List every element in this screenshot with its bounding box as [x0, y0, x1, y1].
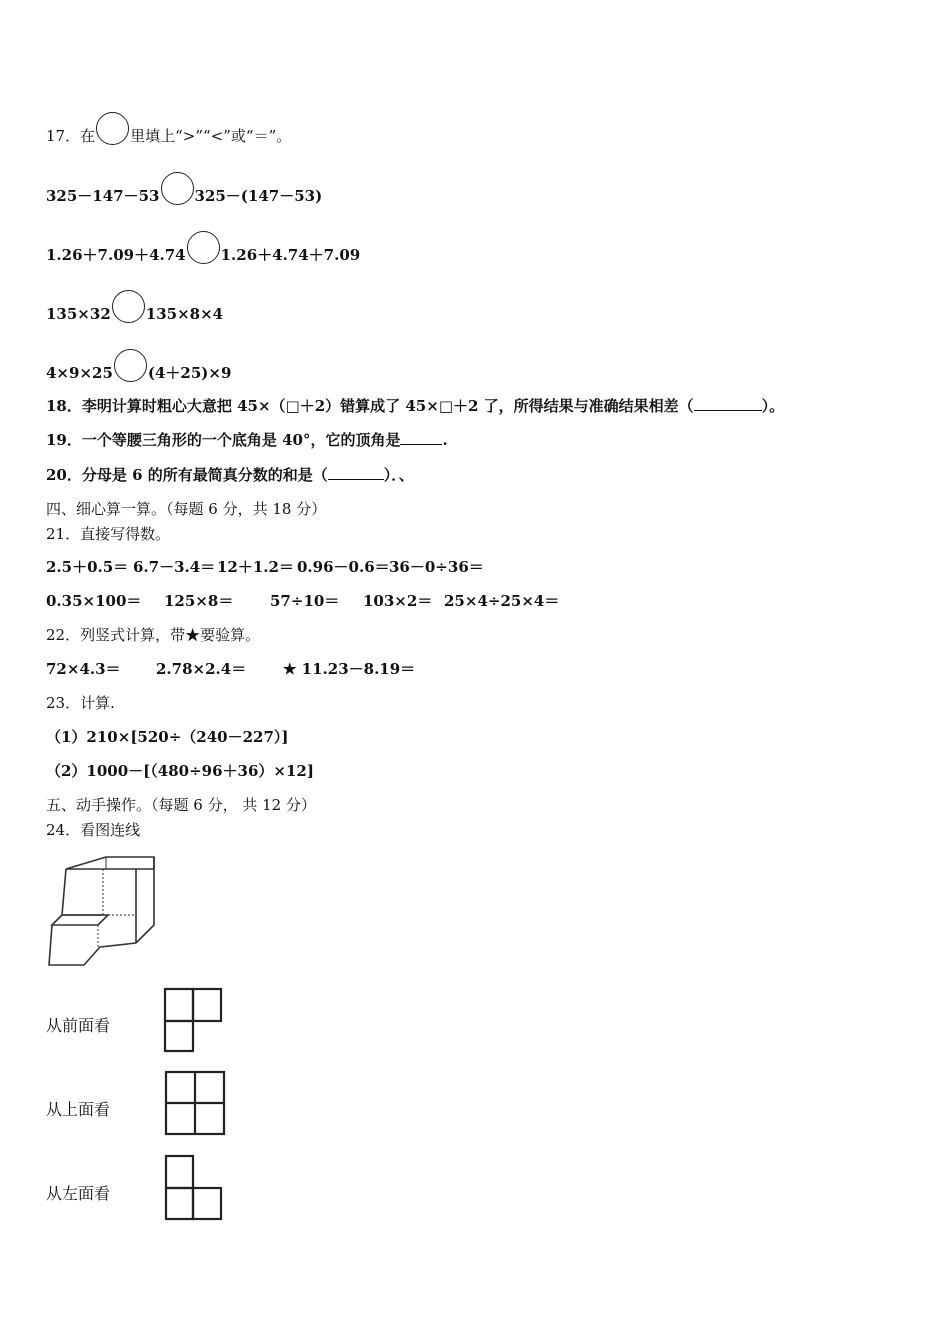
answer-circle[interactable]	[96, 112, 129, 145]
view-label-left: 从左面看	[46, 1184, 111, 1203]
answer-circle[interactable]	[161, 172, 194, 205]
answer-blank[interactable]	[400, 430, 442, 445]
q17-row-1: 325－147－53 325－(147－53)	[46, 172, 322, 206]
cube-figure	[44, 853, 159, 971]
q23-item-2: （2）1000－[（480÷96＋36）×12]	[46, 762, 314, 780]
front-view-grid[interactable]	[163, 986, 225, 1054]
q23-title: 23．计算.	[46, 694, 115, 712]
q22-title: 22．列竖式计算，带★要验算。	[46, 626, 261, 644]
section-4-title: 四、细心算一算。（每题 6 分，共 18 分）	[46, 500, 327, 518]
q23-item-1: （1）210×[520÷（240－227）]	[46, 728, 289, 746]
q17-row-3: 135×32 135×8×4	[46, 290, 223, 324]
section-5-title: 五、动手操作。（每题 6 分， 共 12 分）	[46, 796, 316, 814]
q19: 19．一个等腰三角形的一个底角是 40°，它的顶角是 .	[46, 431, 448, 449]
view-label-front: 从前面看	[46, 1016, 111, 1035]
q18: 18．李明计算时粗心大意把 45×（□＋2）错算成了 45×□＋2 了，所得结果与准确结果相差（ ）。	[46, 397, 785, 415]
q20: 20．分母是 6 的所有最简真分数的和是（ ）．、	[46, 466, 414, 484]
q17-row-4: 4×9×25 (4＋25)×9	[46, 349, 231, 383]
answer-blank[interactable]	[694, 396, 762, 411]
q21-title: 21．直接写得数。	[46, 525, 171, 543]
q24-title: 24．看图连线	[46, 821, 141, 839]
answer-blank[interactable]	[328, 465, 384, 480]
view-label-top: 从上面看	[46, 1100, 111, 1119]
answer-circle[interactable]	[112, 290, 145, 323]
top-view-grid[interactable]	[163, 1069, 229, 1137]
answer-circle[interactable]	[187, 231, 220, 264]
left-view-grid[interactable]	[163, 1153, 225, 1223]
q17-row-2: 1.26＋7.09＋4.74 1.26＋4.74＋7.09	[46, 231, 360, 265]
q17-title: 17．在 里填上“>”“<”或“＝”。	[46, 112, 291, 146]
answer-circle[interactable]	[114, 349, 147, 382]
